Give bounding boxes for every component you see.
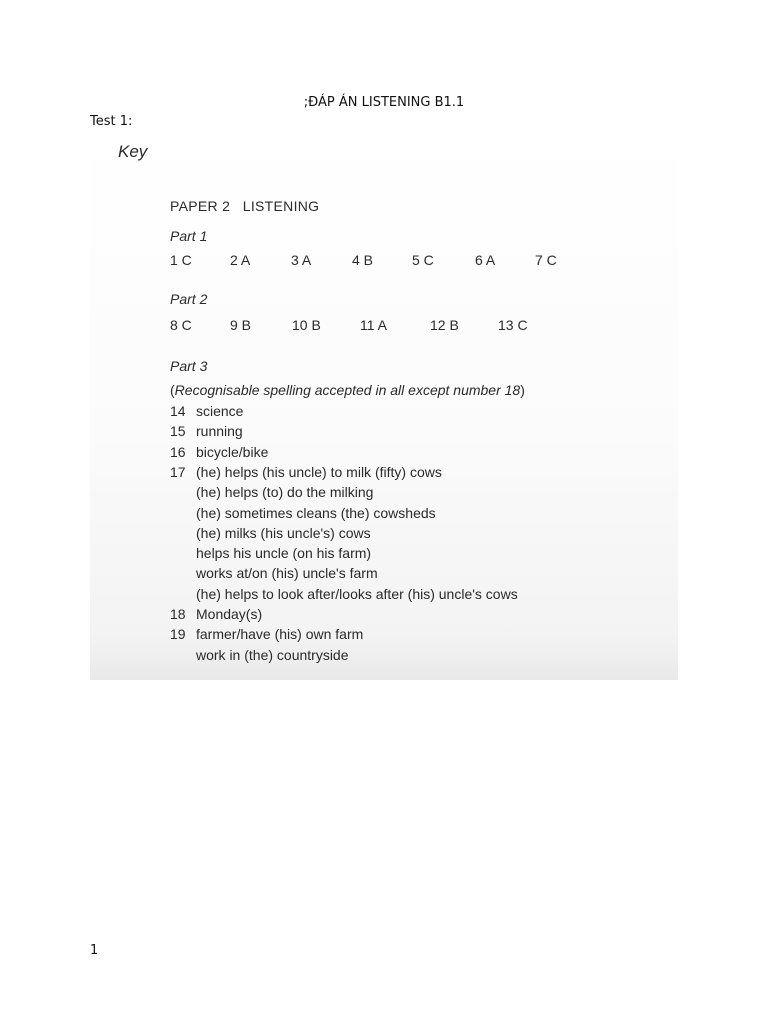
answer-text: farmer/have (his) own farm [196, 626, 364, 642]
answer-number: 14 [170, 403, 186, 419]
key-heading: Key [118, 142, 148, 161]
answer-text: (he) helps (his uncle) to milk (fifty) cows [196, 464, 442, 480]
answer-text: helps his uncle (on his farm) [196, 545, 372, 561]
answer-item: 1 C [170, 252, 192, 268]
spelling-note [170, 382, 525, 398]
page-number: 1 [90, 943, 99, 958]
answer-number: 15 [170, 423, 186, 439]
answer-item: 2 A [230, 252, 251, 268]
answer-item: 7 C [535, 252, 557, 268]
part3-heading: Part 3 [170, 358, 208, 374]
answer-item: 11 A [360, 317, 387, 333]
answer-number: 19 [170, 626, 186, 642]
document-title: ;ĐÁP ÁN LISTENING B1.1 [303, 95, 465, 110]
answer-text: works at/on (his) uncle's farm [196, 565, 378, 581]
test-label: Test 1: [90, 114, 133, 129]
answer-text: running [196, 423, 243, 439]
answer-text: (he) helps to look after/looks after (his) uncle's cows [196, 586, 518, 602]
answer-item: 8 C [170, 317, 192, 333]
answer-text: (he) sometimes cleans (the) cowsheds [196, 505, 436, 521]
answer-item: 10 B [292, 317, 321, 333]
part2-heading: Part 2 [170, 291, 208, 307]
answer-item: 9 B [230, 317, 252, 333]
note-text: Recognisable spelling accepted in all except number 18 [174, 382, 521, 398]
answer-number: 16 [170, 444, 186, 460]
note-close-paren: ) [520, 382, 525, 398]
answer-text: (he) helps (to) do the milking [196, 484, 374, 500]
answer-text: bicycle/bike [196, 444, 269, 460]
answer-item: 4 B [352, 252, 374, 268]
part1-heading: Part 1 [170, 228, 208, 244]
answer-text: Monday(s) [196, 606, 263, 622]
answer-number: 17 [170, 464, 186, 480]
answer-item: 12 B [430, 317, 459, 333]
answer-key-image [90, 130, 678, 680]
paper-heading: PAPER 2 LISTENING [170, 198, 320, 214]
answer-item: 6 A [475, 252, 496, 268]
answer-number: 18 [170, 606, 186, 622]
answer-item: 13 C [498, 317, 528, 333]
note-open-paren: ( [170, 382, 175, 398]
answer-text: science [196, 403, 244, 419]
answer-item: 5 C [412, 252, 434, 268]
answer-text: (he) milks (his uncle's) cows [196, 525, 371, 541]
answer-item: 3 A [291, 252, 312, 268]
answer-text: work in (the) countryside [196, 647, 349, 663]
